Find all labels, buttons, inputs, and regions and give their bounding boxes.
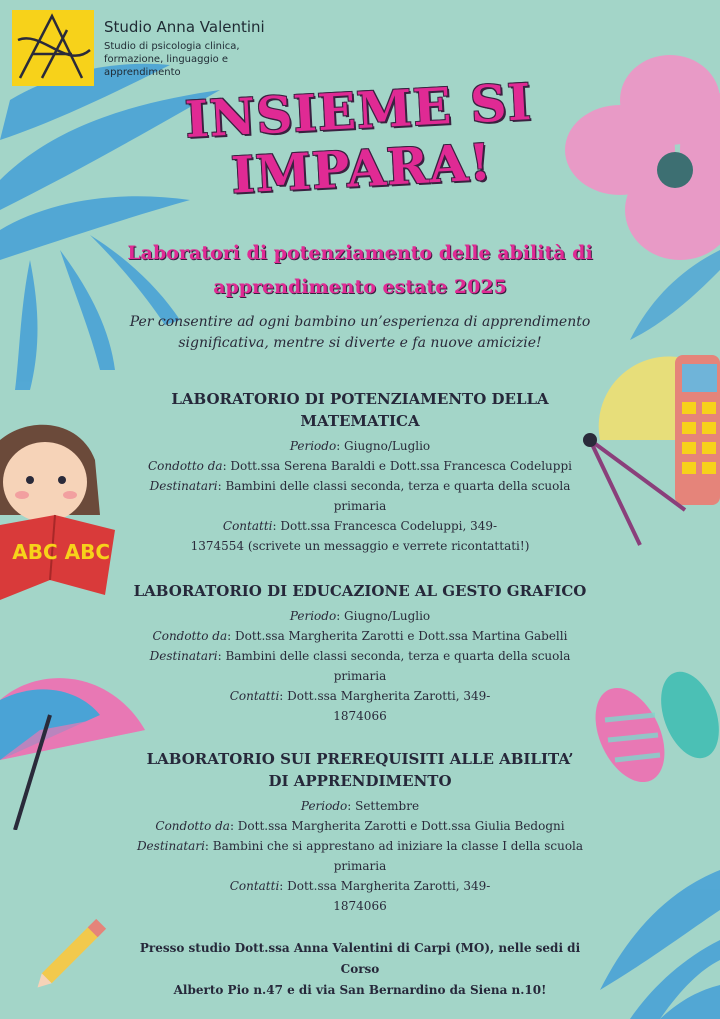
lab-title: LABORATORIO SUI PREREQUISITI ALLE ABILITA’ DI APPRENDIMENTO: [146, 750, 574, 790]
intro-line-2: significativa, mentre si diverte e fa nuove amicizie!: [178, 335, 542, 351]
lab-section-graphic: [110, 580, 610, 726]
lab-conducted-by: Condotto da: Dott.ssa Serena Baraldi e Dott.ssa Francesca Codeluppi: [148, 459, 572, 473]
pencil-illustration: [30, 905, 120, 995]
lab-section-math: [110, 388, 610, 556]
lab-period: Periodo: Giugno/Luglio: [289, 609, 431, 623]
studio-logo: [12, 10, 94, 86]
lab-conducted-by: Condotto da: Dott.ssa Margherita Zarotti e Dott.ssa Giulia Bedogni: [155, 819, 565, 833]
page-title: [147, 71, 572, 209]
lab-period: Periodo: Settembre: [300, 799, 420, 813]
intro-text: [120, 312, 600, 354]
girl-reading-illustration: [0, 420, 120, 605]
lab-contacts: Contatti: Dott.ssa Margherita Zarotti, 349-: [229, 879, 491, 893]
book-text: ABC ABC: [12, 540, 110, 564]
lab-title: LABORATORIO DI EDUCAZIONE AL GESTO GRAFICO: [133, 582, 587, 600]
lab-recipients: Destinatari: Bambini delle classi seconda, terza e quarta della scuola primaria: [149, 649, 571, 683]
subtitle-line-1: Laboratori di potenziamento delle abilità di: [127, 242, 593, 264]
lab-period: Periodo: Giugno/Luglio: [289, 439, 431, 453]
footer-line-2: Alberto Pio n.47 e di via San Bernardino da Siena n.10!: [173, 983, 547, 997]
lab-recipients: Destinatari: Bambini che si apprestano ad iniziare la classe I della scuola primaria: [136, 839, 584, 873]
lab-contacts: Contatti: Dott.ssa Francesca Codeluppi, 349-: [222, 519, 498, 533]
footer-line-1: Presso studio Dott.ssa Anna Valentini di Carpi (MO), nelle sedi di Corso: [139, 941, 581, 976]
lab-contacts-phone: 1874066: [333, 899, 387, 913]
lab-contacts: Contatti: Dott.ssa Margherita Zarotti, 349-: [229, 689, 491, 703]
lab-conducted-by: Condotto da: Dott.ssa Margherita Zarotti e Dott.ssa Martina Gabelli: [152, 629, 568, 643]
studio-name: Studio Anna Valentini: [104, 18, 265, 36]
subtitle: [80, 236, 640, 304]
lab-title: LABORATORIO DI POTENZIAMENTO DELLA MATEMATICA: [171, 390, 549, 430]
title-line-1: INSIEME SI: [183, 71, 534, 150]
lab-section-prerequisites: [110, 748, 610, 916]
studio-description: Studio di psicologia clinica, formazione, linguaggio e apprendimento: [104, 41, 240, 78]
intro-line-1: Per consentire ad ogni bambino un’esperienza di apprendimento: [129, 314, 591, 330]
lab-contacts-phone: 1374554 (scrivete un messaggio e verrete ricontattati!): [190, 539, 530, 553]
lab-recipients: Destinatari: Bambini delle classi seconda, terza e quarta della scuola primaria: [149, 479, 571, 513]
title-line-2: IMPARA!: [229, 132, 494, 205]
lab-contacts-phone: 1874066: [333, 709, 387, 723]
location-footer: [120, 938, 600, 1001]
logo-mark-icon: [12, 10, 94, 86]
subtitle-line-2: apprendimento estate 2025: [213, 276, 507, 298]
